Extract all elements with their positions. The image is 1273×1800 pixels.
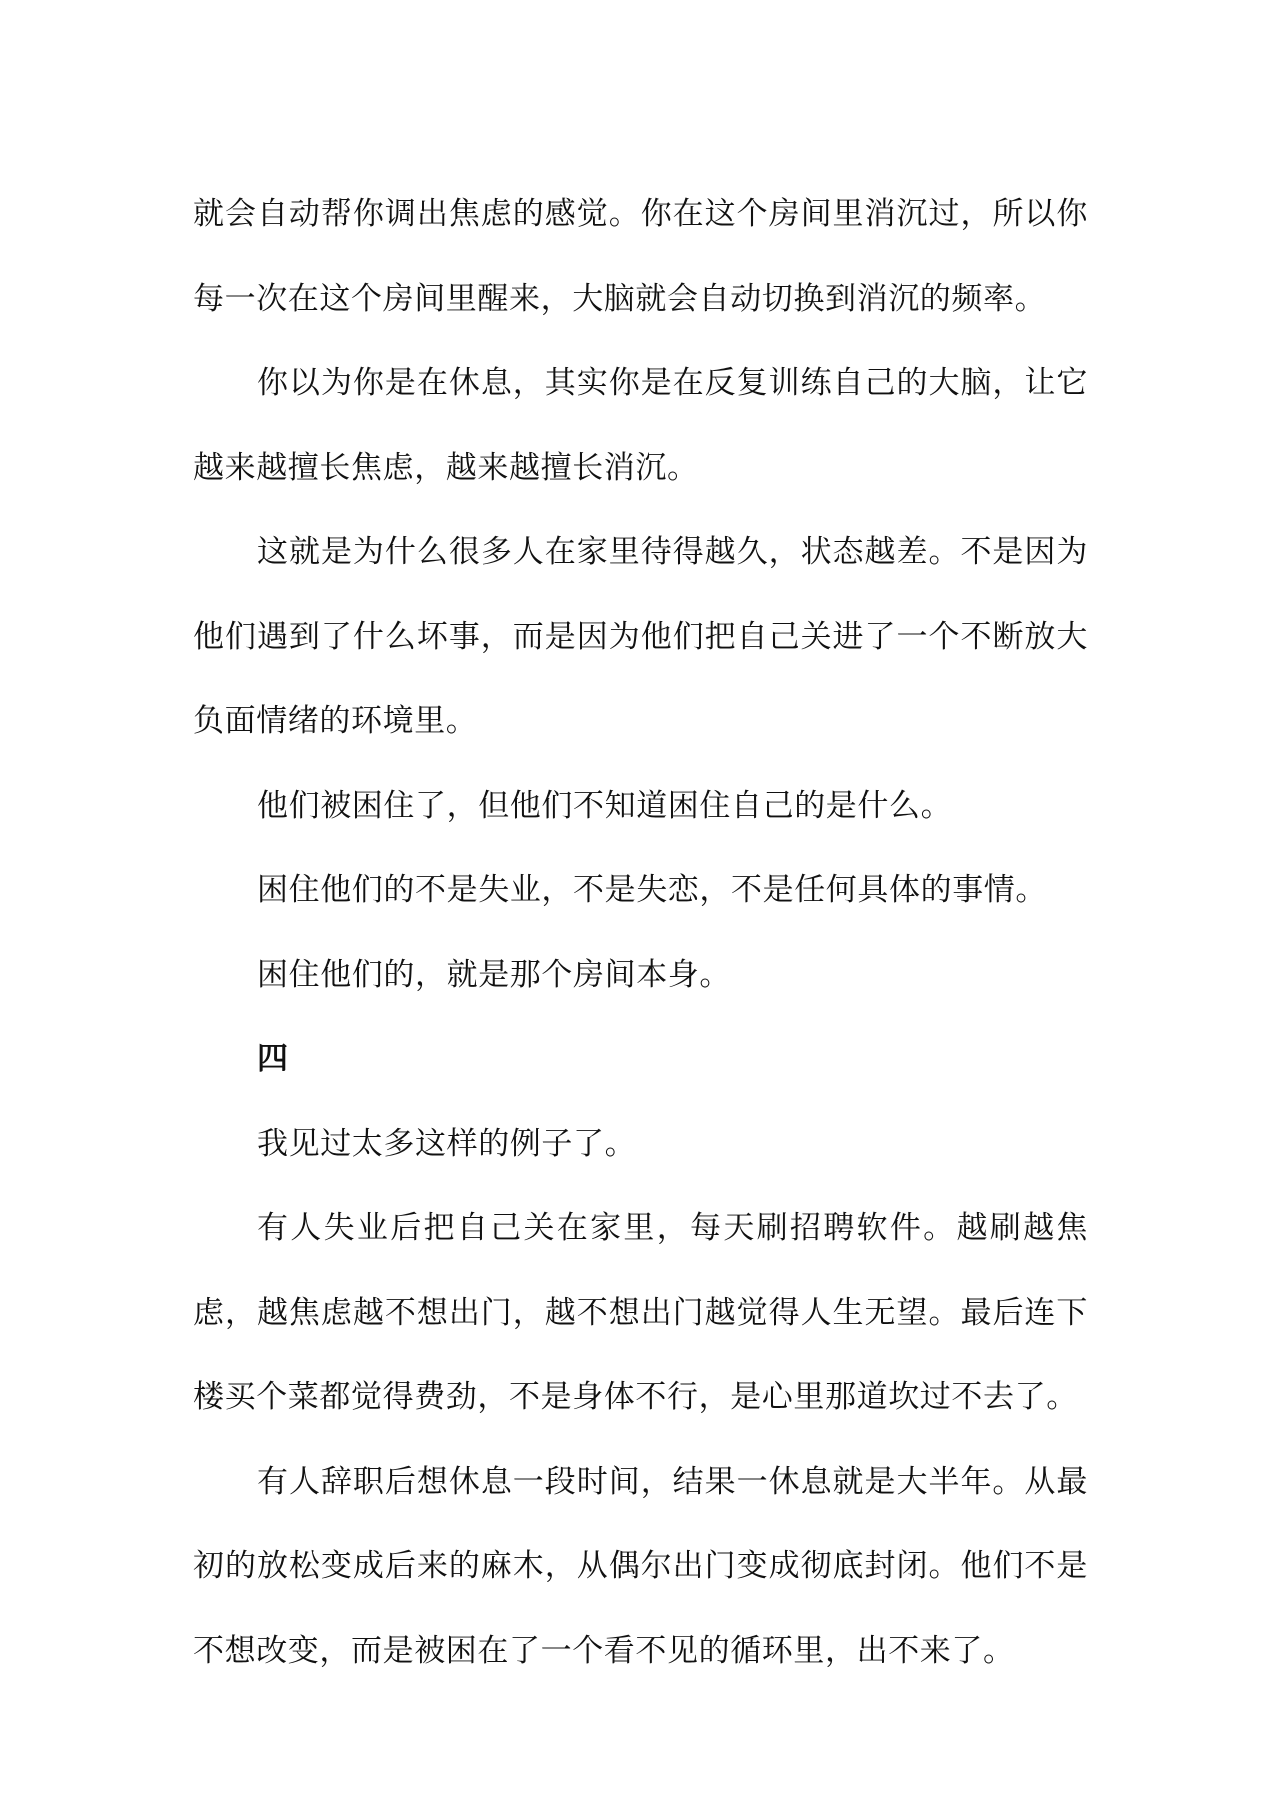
paragraph: 我见过太多这样的例子了。 xyxy=(257,1125,637,1162)
paragraph: 你以为你是在休息，其实你是在反复训练自己的大脑，让它越来越擅长焦虑，越来越擅长消沉。 xyxy=(193,365,1088,486)
body-text xyxy=(193,172,1088,1693)
section-heading: 四 xyxy=(257,1041,288,1077)
paragraph: 他们被困住了，但他们不知道困住自己的是什么。 xyxy=(257,787,953,824)
paragraph: 困住他们的，就是那个房间本身。 xyxy=(257,956,731,993)
paragraph: 有人辞职后想休息一段时间，结果一休息就是大半年。从最初的放松变成后来的麻木，从偶尔出门变成彻底封闭。他们不是不想改变，而是被困在了一个看不见的循环里，出不来了。 xyxy=(193,1463,1088,1669)
paragraph: 这就是为什么很多人在家里待得越久，状态越差。不是因为他们遇到了什么坏事，而是因为他们把自己关进了一个不断放大负面情绪的环境里。 xyxy=(193,534,1088,739)
paragraph-continued: 就会自动帮你调出焦虑的感觉。你在这个房间里消沉过，所以你每一次在这个房间里醒来，大脑就会自动切换到消沉的频率。 xyxy=(193,196,1088,317)
paragraph: 困住他们的不是失业，不是失恋，不是任何具体的事情。 xyxy=(257,872,1047,908)
paragraph: 有人失业后把自己关在家里，每天刷招聘软件。越刷越焦虑，越焦虑越不想出门，越不想出门越觉得人生无望。最后连下楼买个菜都觉得费劲，不是身体不行，是心里那道坎过不去了。 xyxy=(193,1210,1088,1415)
